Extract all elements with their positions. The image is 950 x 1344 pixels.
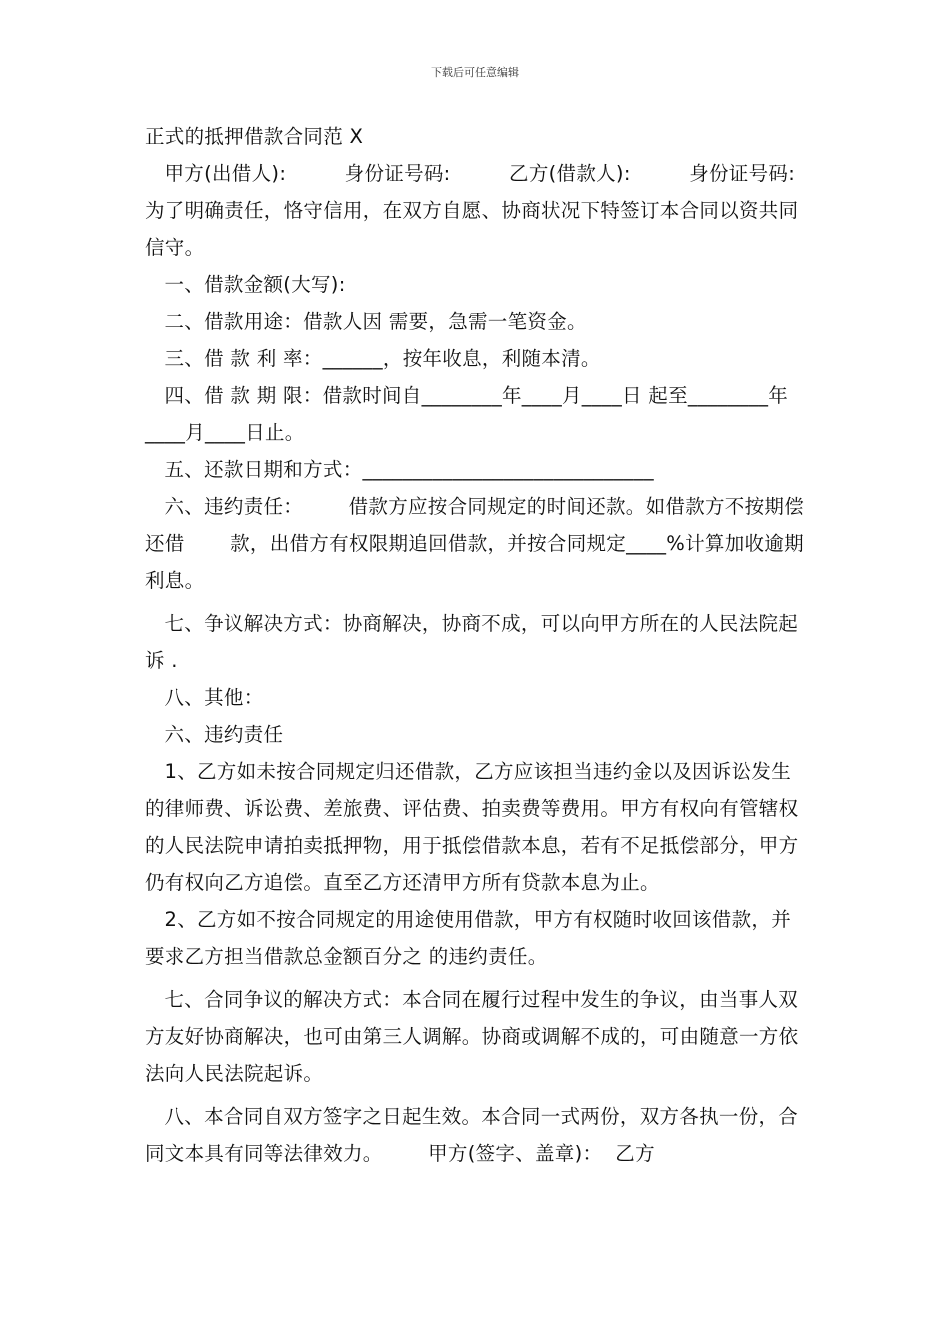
para-dispute-resolution: 七、合同争议的解决方式：本合同在履行过程中发生的争议，由当事人双方友好协商解决，也可由第三人调解。协商或调解不成的，可由随意一方依法向人民法院起诉。 — [145, 988, 799, 1085]
para-liability: 六、违约责任： 借款方应按合同规定的时间还款。如借款方不按期偿还借 款，出借方有权限期追回借款，并按合同规定____%计算加收逾期利息。 — [145, 495, 804, 592]
para-dispute: 七、争议解决方式：协商解决，协商不成，可以向甲方所在的人民法院起诉 . — [145, 612, 799, 672]
para-liability-heading: 六、违约责任 — [145, 723, 284, 746]
page-header-note: 下载后可任意编辑 — [431, 66, 519, 79]
document-title: 正式的抵押借款合同范 X — [145, 125, 364, 148]
document-body — [145, 118, 854, 1172]
para-other: 八、其他： — [145, 686, 264, 709]
para-clause-1: 1、乙方如未按合同规定归还借款，乙方应该担当违约金以及因诉讼发生的律师费、诉讼费、差旅费、评估费、拍卖费等费用。甲方有权向有管辖权的人民法院申请拍卖抵押物，用于抵偿借款本息，若有不足抵偿部分，甲方仍有权向乙方追偿。直至乙方还清甲方所有贷款本息为止。 — [145, 760, 799, 894]
para-loan-term: 四、借 款 期 限：借款时间自________年____月____日 起至________年____月____日止。 — [145, 384, 789, 444]
para-repayment: 五、还款日期和方式：_____________________________ — [145, 458, 654, 481]
para-parties: 甲方(出借人): 身份证号码: 乙方(借款人): 身份证号码: 为了明确责任，恪守信用，在双方自愿、协商状况下特签订本合同以资共同信守。 — [145, 162, 854, 259]
para-clause-2: 2、乙方如不按合同规定的用途使用借款，甲方有权随时收回该借款，并要求乙方担当借款总金额百分之 的违约责任。 — [145, 908, 792, 968]
para-loan-amount: 一、借款金额(大写): — [145, 273, 346, 296]
para-loan-purpose: 二、借款用途：借款人因 需要，急需一笔资金。 — [145, 310, 587, 333]
para-effective: 八、本合同自双方签字之日起生效。本合同一式两份，双方各执一份，合同文本具有同等法律效力。 甲方(签字、盖章)： 乙方 — [145, 1105, 799, 1165]
para-interest-rate: 三、借 款 利 率：______，按年收息，利随本清。 — [145, 347, 601, 370]
